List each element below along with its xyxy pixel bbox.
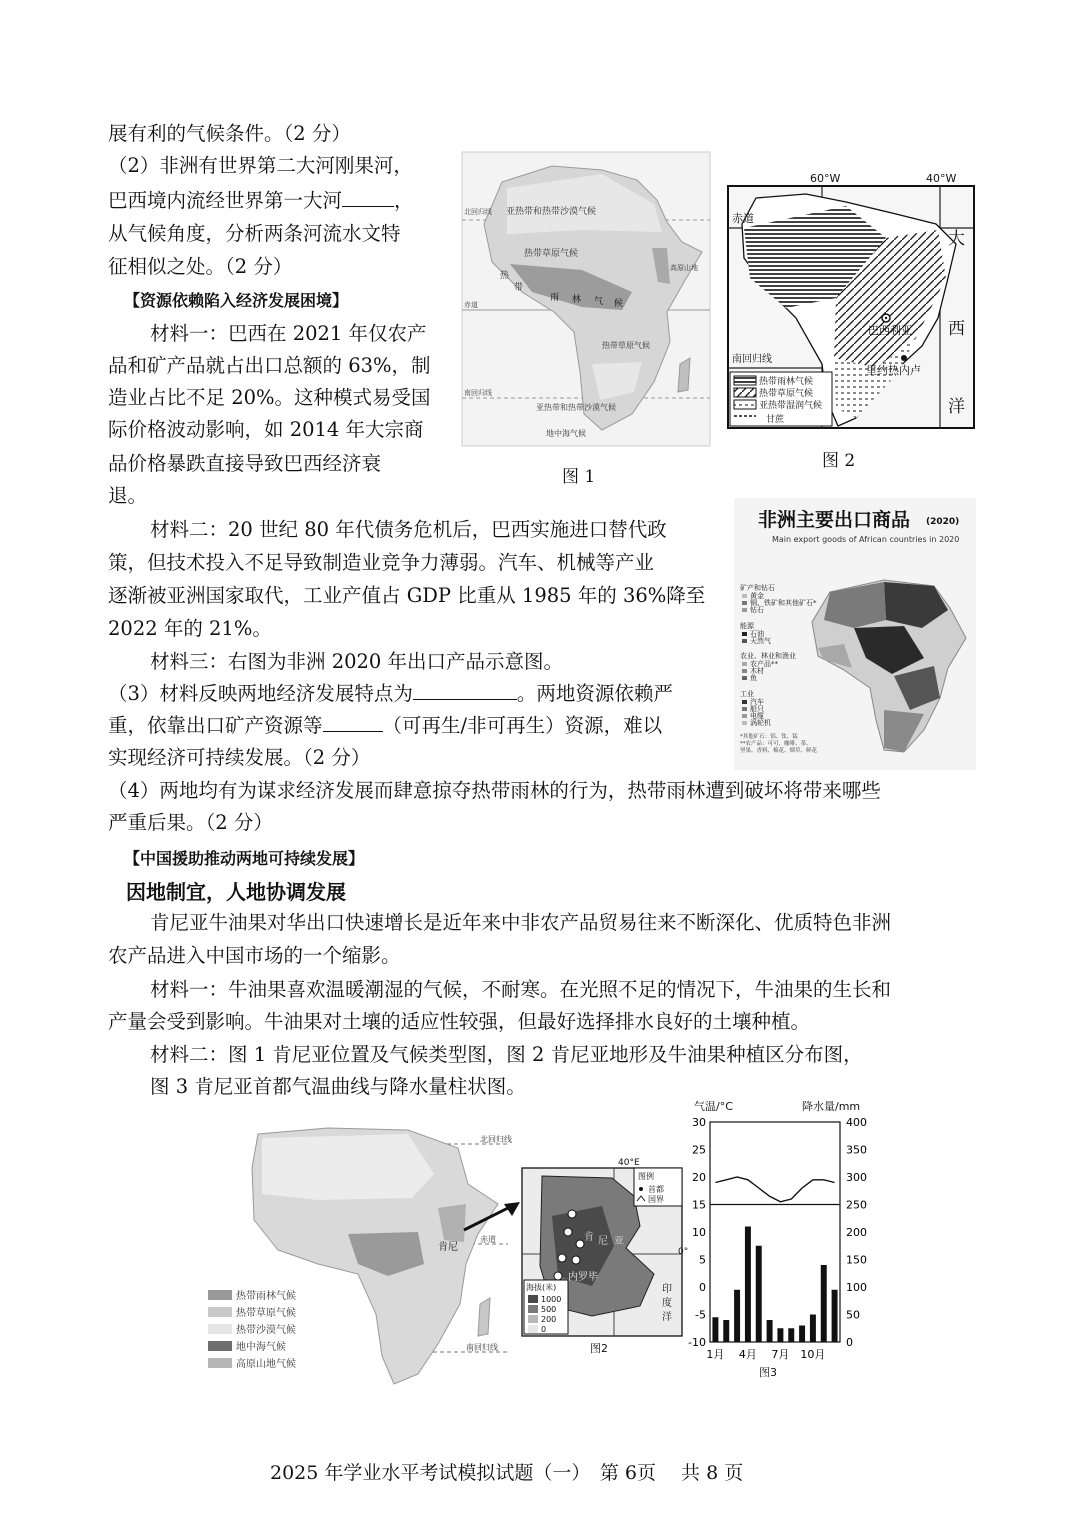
temp-tick-label: 25 <box>692 1143 706 1157</box>
export-map-title: 非洲主要出口商品 <box>758 509 911 531</box>
kenya-fig2-country: 尼 <box>598 1236 608 1247</box>
fig2-legend-item: 甘蔗 <box>766 415 785 425</box>
precip-bar <box>821 1265 827 1342</box>
temp-tick-label: 0 <box>699 1281 706 1294</box>
temp-tick-label: 30 <box>692 1116 706 1129</box>
fig1-label: 北回归线 <box>464 208 492 216</box>
m1-line: 品价格暴跌直接导致巴西经济衰 <box>108 452 382 475</box>
kenya-fig2-lon: 40°E <box>618 1158 640 1168</box>
africa-export-goods-map <box>734 498 976 770</box>
fig2-ocean: 洋 <box>948 397 965 417</box>
temp-tick-label: -10 <box>688 1336 706 1349</box>
m1-line: 际价格波动影响，如 2014 年大宗商 <box>108 418 424 441</box>
fig2-city-rio: 里约热内卢 <box>866 364 921 377</box>
pointer-arrow <box>460 1196 524 1236</box>
precip-bar <box>832 1290 838 1342</box>
m2-line: 2022 年的 21%。 <box>108 617 272 640</box>
precip-bar <box>745 1227 751 1343</box>
export-legend-item: 黄金 <box>750 592 764 600</box>
fig2-ocean: 西 <box>948 319 965 339</box>
figure1-africa-climate-map <box>462 152 710 446</box>
x-tick-label: 4月 <box>738 1348 757 1361</box>
fig1-label: 热 <box>500 271 510 281</box>
section-subheading: 因地制宜，人地协调发展 <box>126 880 346 904</box>
q3-line3: 实现经济可持续发展。（2 分） <box>108 746 371 769</box>
fig1-label: 雨 <box>550 293 560 303</box>
q2-line1: （2）非洲有世界第二大河刚果河， <box>108 154 413 177</box>
export-map-note: *其他矿石：铝、钛、锰 <box>740 734 798 740</box>
precip-bar <box>767 1320 773 1342</box>
precip-tick-label: 50 <box>846 1308 860 1322</box>
chart-ylabel-right: 降水量/mm <box>802 1100 861 1113</box>
precip-tick-label: 350 <box>846 1143 867 1157</box>
precip-bar <box>734 1290 740 1342</box>
temp-tick-label: 20 <box>692 1171 706 1184</box>
fig2-ocean: 大 <box>948 229 965 249</box>
chart-plot-area <box>710 1122 840 1342</box>
export-legend-item: 汽车 <box>750 698 764 706</box>
precip-tick-label: 150 <box>846 1253 867 1267</box>
m2-line: 材料二：20 世纪 80 年代债务危机后，巴西实施进口替代政 <box>150 518 667 541</box>
export-map-subtitle: Main export goods of African countries in 2020 <box>772 535 960 544</box>
fig2-legend-item: 热带雨林气候 <box>759 377 814 387</box>
kenya-figure2-terrain-map <box>522 1156 689 1356</box>
kenya-fig2-elev: 200 <box>541 1315 557 1324</box>
export-legend-item: 农产品** <box>750 660 778 668</box>
kenya-fig2-ocean: 洋 <box>662 1312 672 1323</box>
section-heading-resource: 【资源依赖陷入经济发展困境】 <box>124 291 349 310</box>
avocado-m2-line: 材料二：图 1 肯尼亚位置及气候类型图，图 2 肯尼亚地形及牛油果种植区分布图， <box>150 1043 863 1066</box>
export-legend-item: 天然气 <box>750 637 771 645</box>
avocado-m1-line: 产量会受到影响。牛油果对土壤的适应性较强，但最好选择排水良好的土壤种植。 <box>108 1010 811 1033</box>
temp-tick-label: 10 <box>692 1226 706 1239</box>
temp-tick-label: 15 <box>692 1198 706 1212</box>
m2-line: 逐渐被亚洲国家取代，工业产值占 GDP 比重从 1985 年的 36%降至 <box>108 584 706 607</box>
chart-title: 图3 <box>759 1366 777 1379</box>
fig2-equator: 赤道 <box>732 212 754 225</box>
fig2-legend-item: 热带草原气候 <box>759 389 814 399</box>
fig1-label: 气 <box>594 297 604 307</box>
export-legend-group: 能源 <box>740 622 754 630</box>
answer-blank-resource-type[interactable] <box>323 711 383 732</box>
kenya-fig1-equator: 赤道 <box>480 1235 496 1244</box>
kenya-fig1-legend-item: 高原山地气候 <box>236 1359 296 1370</box>
q3-line2: 重，依靠出口矿产资源等 （可再生/非可再生）资源，难以 <box>108 710 662 742</box>
kenya-fig1-legend-item: 地中海气候 <box>236 1342 286 1353</box>
answer-blank-feature[interactable] <box>413 679 517 700</box>
page-footer: 2025 年学业水平考试模拟试题（一） 第 6页 共 8 页 <box>270 1462 744 1484</box>
kenya-figure3-climate-chart <box>680 1094 890 1380</box>
kenya-fig2-elev: 1000 <box>541 1295 562 1304</box>
fig1-label: 热带草原气候 <box>602 341 650 350</box>
m1-line: 退。 <box>108 484 148 507</box>
precip-bar <box>712 1317 718 1342</box>
chart-ylabel-left: 气温/°C <box>694 1100 733 1113</box>
kenya-fig1-kenya: 肯尼 <box>438 1242 458 1253</box>
export-legend-item: 鱼 <box>750 674 757 682</box>
precip-tick-label: 400 <box>846 1116 867 1129</box>
export-legend-group: 农业、林业和渔业 <box>740 652 796 660</box>
export-legend-group: 矿产和钻石 <box>740 584 775 592</box>
fig2-tropic: 南回归线 <box>732 354 772 365</box>
fig1-label: 南回归线 <box>464 389 492 397</box>
fig1-label: 亚热带和热带沙漠气候 <box>506 207 597 217</box>
fig2-lon-40: 40°W <box>926 172 957 185</box>
q4-line1: （4）两地均有为谋求经济发展而肆意掠夺热带雨林的行为，热带雨林遭到破坏将带来哪些 <box>108 779 881 802</box>
temp-tick-label: 5 <box>699 1253 706 1267</box>
intro-line: 农产品进入中国市场的一个缩影。 <box>108 944 401 967</box>
x-tick-label: 10月 <box>800 1348 826 1361</box>
fig1-label: 林 <box>572 295 582 305</box>
kenya-fig2-legend-item: 国界 <box>648 1195 664 1204</box>
q2-line4: 征相似之处。（2 分） <box>108 255 293 278</box>
export-legend-item: 石油 <box>750 630 764 638</box>
export-legend-item: 铜、铁矿和其他矿石* <box>750 599 817 607</box>
temp-tick-label: -5 <box>695 1308 706 1322</box>
export-map-note: **农产品：可可、咖啡、茶、 <box>740 741 812 747</box>
precip-tick-label: 200 <box>846 1226 867 1239</box>
fig1-label: 高原山地 <box>670 264 698 272</box>
kenya-fig1-legend-item: 热带草原气候 <box>236 1308 296 1319</box>
m2-line: 策，但技术投入不足导致制造业竞争力薄弱。汽车、机械等产业 <box>108 551 655 574</box>
answer-blank-river[interactable] <box>342 186 394 207</box>
export-legend-item: 钻石 <box>750 606 764 614</box>
fig1-label: 赤道 <box>464 301 478 309</box>
fig2-legend-item: 亚热带湿润气候 <box>759 401 823 411</box>
precip-bar <box>810 1315 816 1343</box>
q4-line2: 严重后果。（2 分） <box>108 811 273 834</box>
avocado-m1-line: 材料一：牛油果喜欢温暖潮湿的气候，不耐寒。在光照不足的情况下，牛油果的生长和 <box>150 978 892 1001</box>
kenya-fig2-elev: 500 <box>541 1305 557 1314</box>
kenya-fig2-legend-item: 首都 <box>648 1185 664 1194</box>
export-legend-group: 工业 <box>740 690 754 698</box>
export-legend-item: 电缆 <box>750 712 764 720</box>
q3-line1: （3）材料反映两地经济发展特点为 。两地资源依赖严 <box>108 678 673 710</box>
fig2-lon-60: 60°W <box>810 172 841 185</box>
precip-bar <box>777 1328 783 1342</box>
m1-line: 材料一：巴西在 2021 年仅农产 <box>150 322 427 345</box>
section-heading-china-aid: 【中国援助推动两地可持续发展】 <box>124 849 365 868</box>
precip-bar <box>723 1320 729 1342</box>
intro-line: 肯尼亚牛油果对华出口快速增长是近年来中非农产品贸易往来不断深化、优质特色非洲 <box>150 911 892 934</box>
kenya-fig1-legend-item: 热带雨林气候 <box>236 1291 296 1302</box>
kenya-fig2-legend-title: 图例 <box>638 1172 654 1181</box>
q1-tail: 展有利的气候条件。（2 分） <box>108 122 351 145</box>
avocado-m2-line: 图 3 肯尼亚首都气温曲线与降水量柱状图。 <box>150 1075 526 1098</box>
kenya-fig2-caption: 图2 <box>590 1342 608 1355</box>
kenya-fig1-legend-item: 热带沙漠气候 <box>236 1325 296 1336</box>
fig2-city-brasilia: 巴西利亚 <box>868 324 912 337</box>
kenya-fig2-elev-title: 海拔(米) <box>526 1283 557 1292</box>
precip-bar <box>756 1246 762 1342</box>
x-tick-label: 1月 <box>706 1348 725 1361</box>
fig1-label: 候 <box>614 299 624 309</box>
m1-line: 品和矿产品就占出口总额的 63%，制 <box>108 354 431 377</box>
figure2-caption: 图 2 <box>822 451 856 471</box>
kenya-fig2-country: 亚 <box>614 1236 624 1247</box>
export-legend-item: 船只 <box>750 705 764 713</box>
export-map-year: (2020) <box>926 517 960 527</box>
export-legend-item: 涡轮机 <box>750 719 771 727</box>
m1-line: 造业占比不足 20%。这种模式易受国 <box>108 386 431 409</box>
kenya-fig2-ocean: 度 <box>662 1298 672 1309</box>
figure2-brazil-climate-map <box>726 168 976 430</box>
export-legend-item: 木材 <box>750 667 764 675</box>
kenya-fig2-country: 肯 <box>584 1232 594 1243</box>
export-map-note: 坚果、香料、棉花、烟草、鲜花 <box>740 748 818 754</box>
kenya-figure1-climate-map <box>198 1124 518 1396</box>
kenya-fig1-tropic-s: 南回归线 <box>466 1343 498 1352</box>
precip-bar <box>788 1328 794 1342</box>
figure1-caption: 图 1 <box>562 467 596 487</box>
kenya-fig1-tropic-n: 北回归线 <box>480 1135 512 1144</box>
kenya-fig2-lat: 0° <box>678 1247 689 1257</box>
kenya-fig2-elev: 0 <box>541 1325 547 1334</box>
kenya-fig2-capital: 内罗毕 <box>568 1272 598 1283</box>
q2-line2: 巴西境内流经世界第一大河 ， <box>108 185 414 217</box>
precip-tick-label: 100 <box>846 1281 867 1294</box>
x-tick-label: 7月 <box>771 1348 790 1361</box>
precip-tick-label: 250 <box>846 1198 867 1212</box>
fig1-label: 亚热带和热带沙漠气候 <box>536 403 616 412</box>
precip-bar <box>799 1326 805 1343</box>
kenya-fig2-ocean: 印 <box>662 1284 672 1295</box>
fig1-label: 热带草原气候 <box>524 249 579 259</box>
precip-tick-label: 300 <box>846 1171 867 1184</box>
fig1-label: 带 <box>514 283 524 293</box>
q2-line3: 从气候角度，分析两条河流水文特 <box>108 222 401 245</box>
precip-tick-label: 0 <box>846 1336 853 1349</box>
m3-line: 材料三：右图为非洲 2020 年出口产品示意图。 <box>150 650 564 673</box>
fig1-label: 地中海气候 <box>546 429 586 438</box>
